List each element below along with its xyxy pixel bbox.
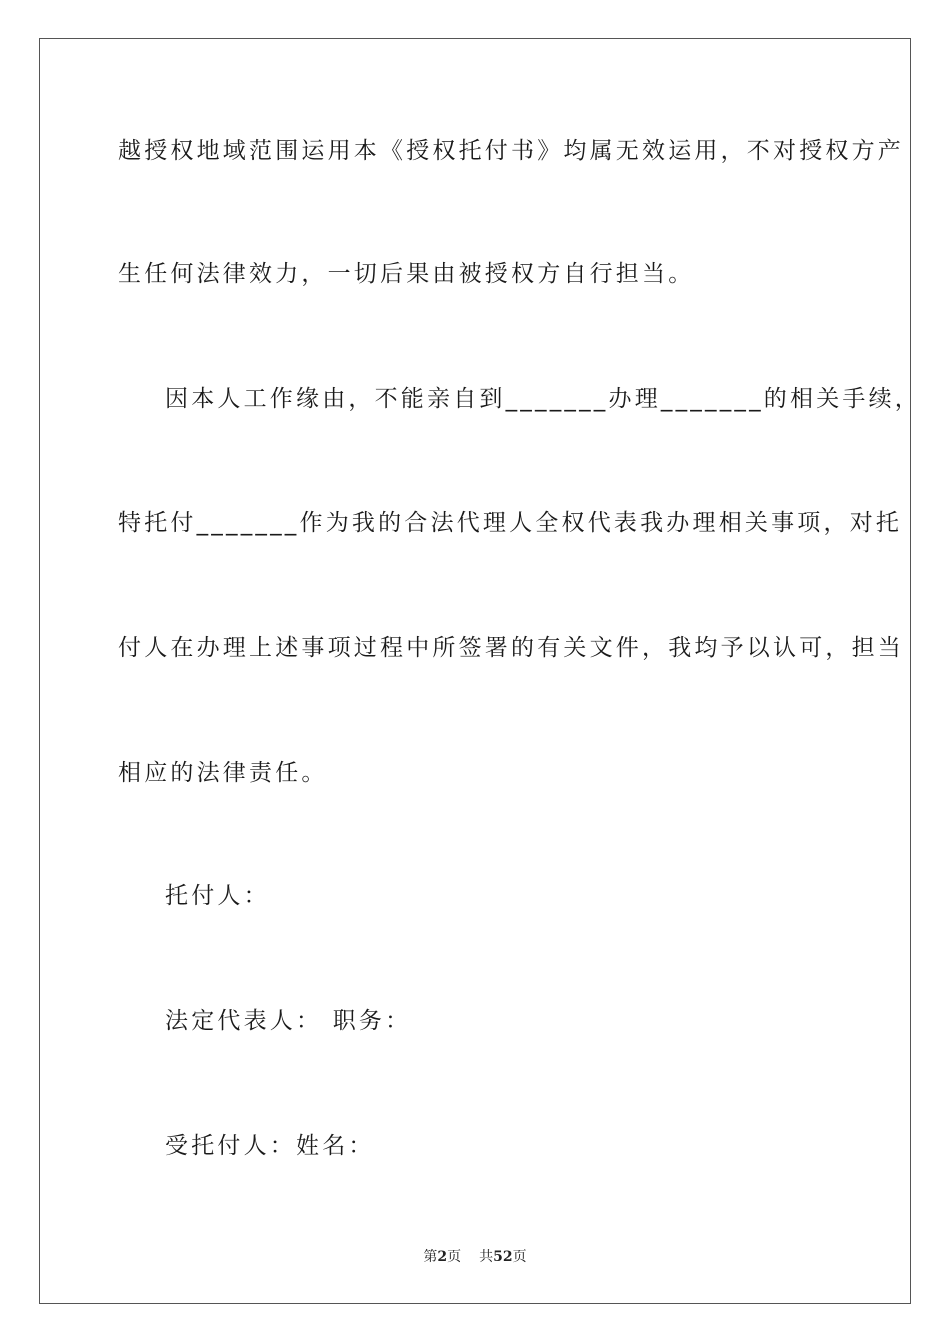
body-line-4: 特托付_______作为我的合法代理人全权代表我办理相关事项，对托 — [118, 510, 903, 536]
body-line-1: 越授权地域范围运用本《授权托付书》均属无效运用，不对授权方产 — [118, 138, 904, 164]
body-line-2: 生任何法律效力，一切后果由被授权方自行担当。 — [118, 261, 695, 287]
page-suffix: 页 — [447, 1249, 462, 1265]
page-footer — [0, 1246, 950, 1266]
body-line-5: 付人在办理上述事项过程中所签署的有关文件，我均予以认可，担当 — [118, 635, 904, 661]
agent-name-label: 受托付人：姓名： — [165, 1133, 375, 1159]
page-prefix: 第 — [423, 1249, 438, 1265]
body-line-3: 因本人工作缘由，不能亲自到_______办理_______的相关手续， — [165, 386, 921, 412]
page-frame — [39, 38, 911, 1304]
body-line-6: 相应的法律责任。 — [118, 760, 328, 786]
total-prefix: 共 — [479, 1249, 494, 1265]
principal-label: 托付人： — [165, 883, 270, 909]
legal-representative-label: 法定代表人： 职务： — [165, 1008, 412, 1034]
page-number: 2 — [437, 1249, 448, 1265]
total-pages: 52 — [493, 1249, 513, 1265]
total-suffix: 页 — [512, 1249, 527, 1265]
